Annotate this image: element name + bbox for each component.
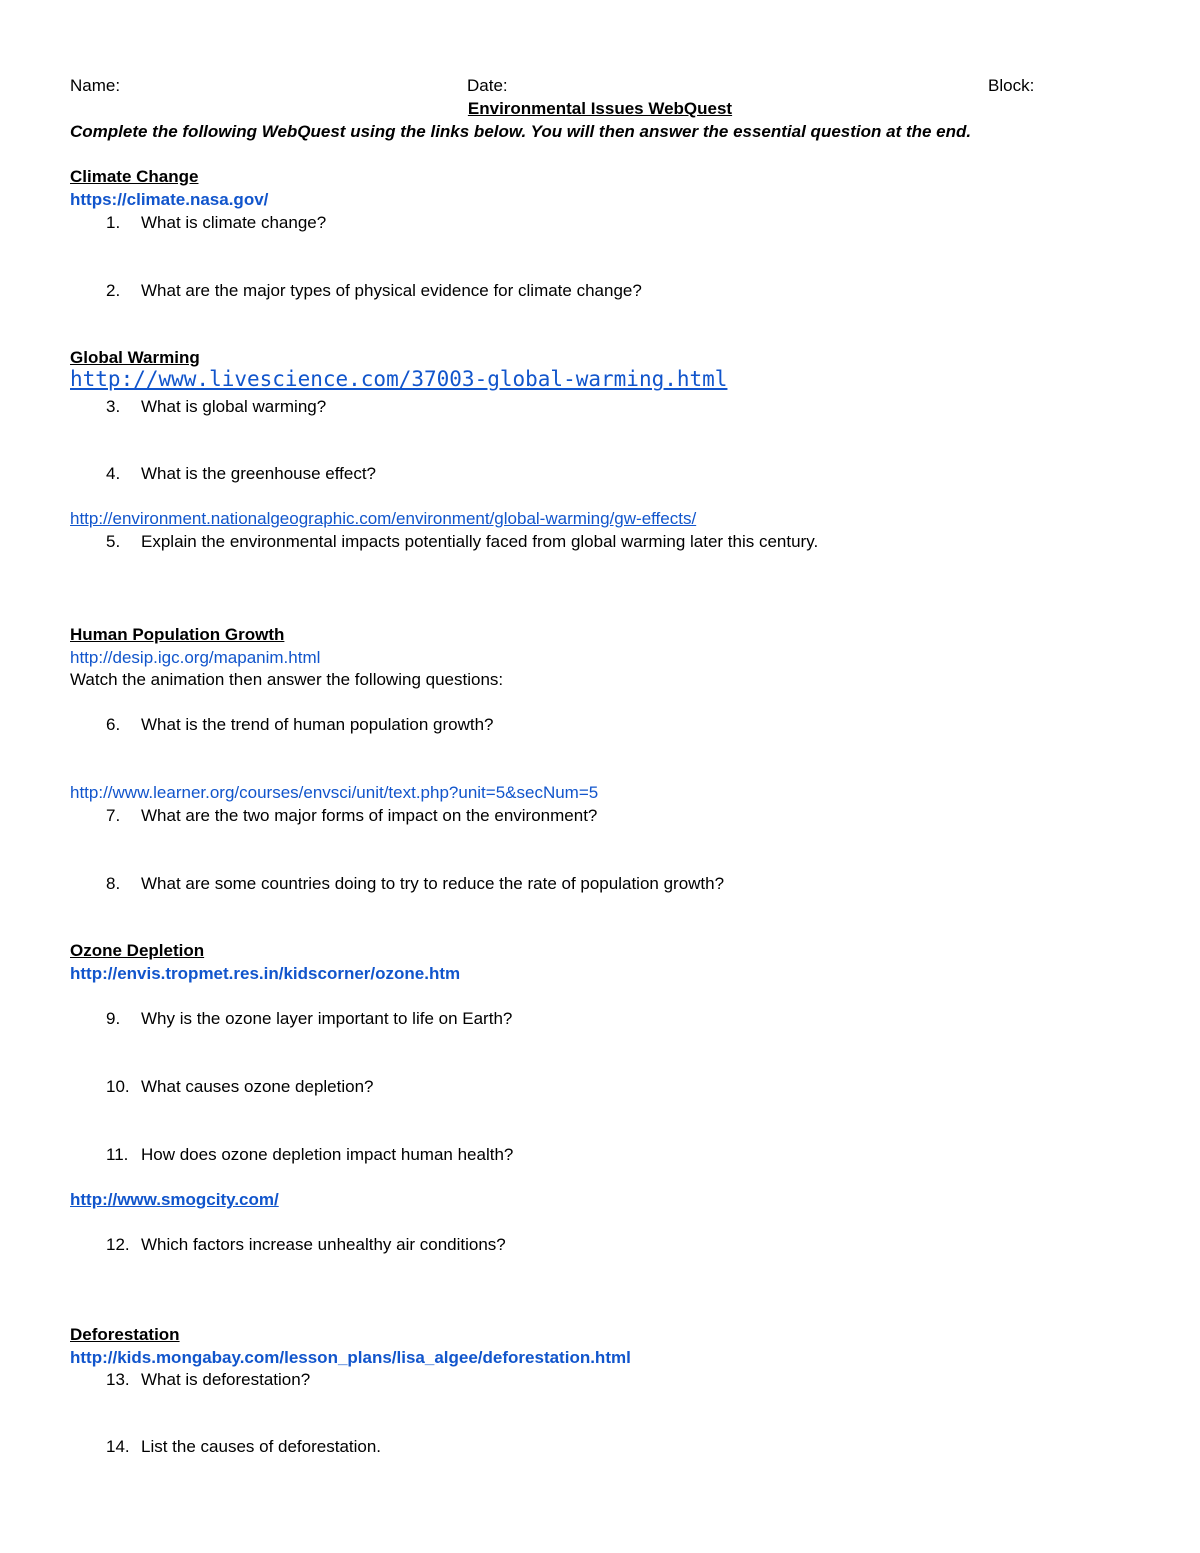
question-text: List the causes of deforestation. [141,1437,382,1456]
question-text: What is the greenhouse effect? [141,464,377,483]
link-smogcity[interactable]: http://www.smogcity.com/ [70,1190,279,1209]
question-number: 5. [106,532,121,551]
block-label: Block: [988,76,1035,95]
link-mongabay[interactable]: http://kids.mongabay.com/lesson_plans/lisa_algee/deforestation.html [70,1348,631,1367]
question-number: 6. [106,715,121,734]
question-number: 14. [106,1437,130,1456]
section-heading-climate-change: Climate Change [70,167,199,186]
instructions: Complete the following WebQuest using the links below. You will then answer the essential question at the end. [70,122,972,141]
question-text: What is climate change? [141,213,327,232]
question-text: What is deforestation? [141,1370,311,1389]
question-text: Explain the environmental impacts potentially faced from global warming later this century. [141,532,819,551]
question-number: 13. [106,1370,130,1389]
link-desip[interactable]: http://desip.igc.org/mapanim.html [70,648,321,667]
name-label: Name: [70,76,121,95]
link-tropmet[interactable]: http://envis.tropmet.res.in/kidscorner/ozone.htm [70,964,461,983]
question-text: What is global warming? [141,397,327,416]
section-heading-deforestation: Deforestation [70,1325,180,1344]
document-title: Environmental Issues WebQuest [467,99,733,118]
question-number: 10. [106,1077,130,1096]
section-heading-global-warming: Global Warming [70,348,200,367]
question-text: What causes ozone depletion? [141,1077,374,1096]
question-text: What are some countries doing to try to reduce the rate of population growth? [141,874,725,893]
question-number: 8. [106,874,121,893]
question-text: What is the trend of human population growth? [141,715,494,734]
question-number: 3. [106,397,121,416]
question-number: 2. [106,281,121,300]
question-text: How does ozone depletion impact human health? [141,1145,514,1164]
question-number: 1. [106,213,121,232]
question-text: What are the two major forms of impact on the environment? [141,806,598,825]
question-number: 7. [106,806,121,825]
link-natgeo[interactable]: http://environment.nationalgeographic.com/environment/global-warming/gw-effects/ [70,509,697,528]
link-climate-nasa[interactable]: https://climate.nasa.gov/ [70,190,269,209]
link-learner[interactable]: http://www.learner.org/courses/envsci/unit/text.php?unit=5&secNum=5 [70,783,599,802]
section-heading-ozone: Ozone Depletion [70,941,205,960]
question-number: 9. [106,1009,121,1028]
question-text: Why is the ozone layer important to life on Earth? [141,1009,513,1028]
animation-note: Watch the animation then answer the following questions: [70,670,504,689]
section-heading-population: Human Population Growth [70,625,285,644]
date-label: Date: [467,76,508,95]
question-number: 4. [106,464,121,483]
question-number: 11. [106,1145,129,1164]
question-text: What are the major types of physical evidence for climate change? [141,281,642,300]
question-text: Which factors increase unhealthy air conditions? [141,1235,506,1254]
link-livescience[interactable]: http://www.livescience.com/37003-global-warming.html [70,367,728,391]
question-number: 12. [106,1235,130,1254]
